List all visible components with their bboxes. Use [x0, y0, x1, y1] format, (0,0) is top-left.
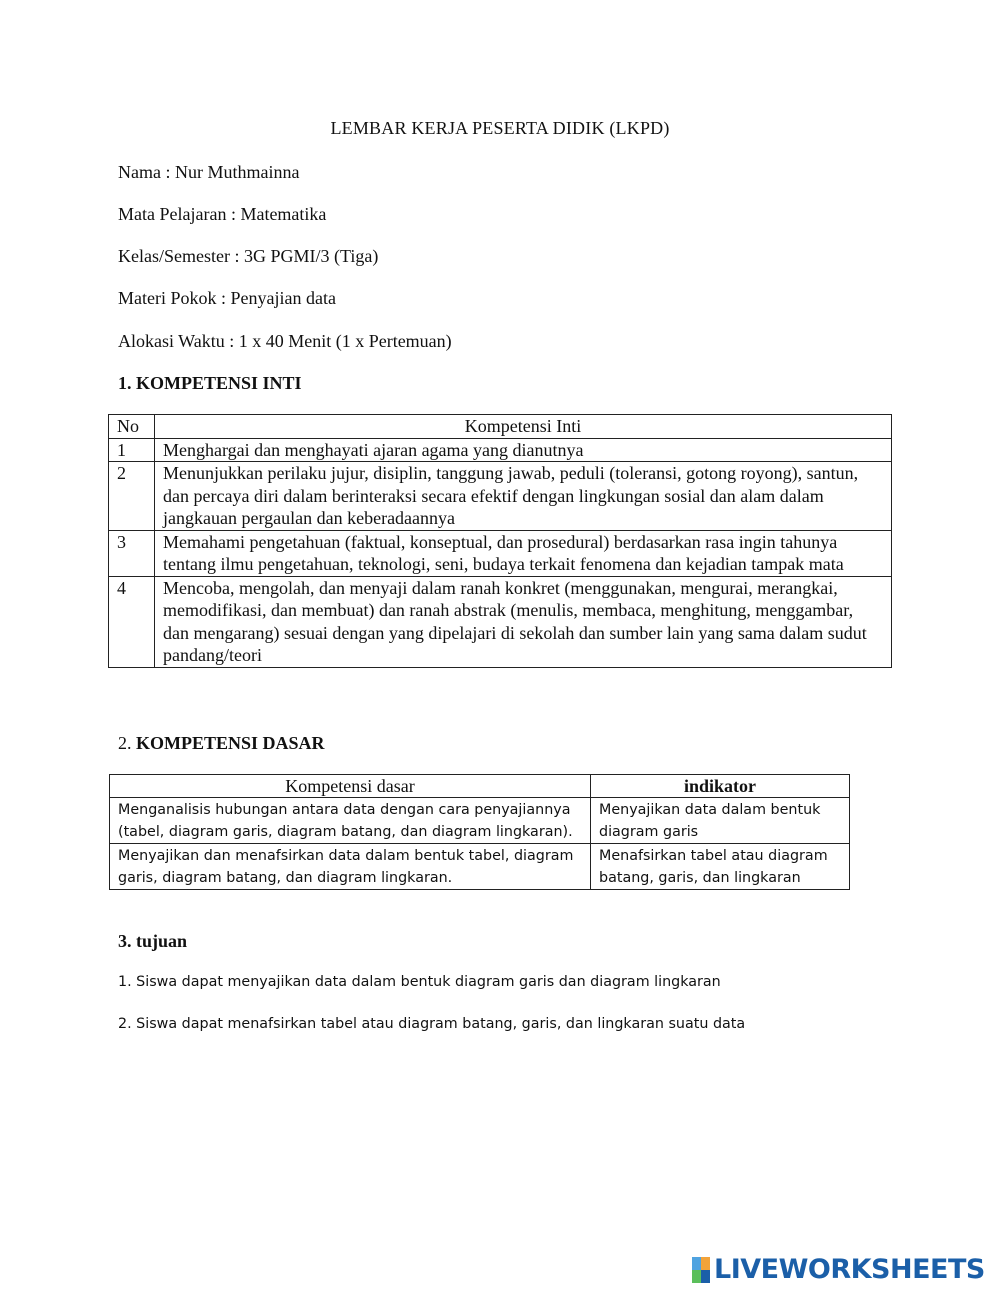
page-title: LEMBAR KERJA PESERTA DIDIK (LKPD) — [330, 118, 670, 138]
table-row — [109, 530, 892, 576]
column-header-indikator: indikator — [591, 775, 850, 798]
heading-kompetensi-inti: 1. KOMPETENSI INTI — [118, 373, 302, 393]
row-number: 3 — [109, 530, 155, 576]
row-text: Menunjukkan perilaku jujur, disiplin, tanggung jawab, peduli (toleransi, gotong royong), santun, dan percaya diri dalam berinteraksi secara efektif dengan lingkungan sosial dan alam dalam jangkauan pergaulan dan keberadaannya — [155, 462, 892, 531]
heading-tujuan: 3. tujuan — [118, 931, 188, 951]
meta-materi-pokok: Materi Pokok : Penyajian data — [118, 288, 336, 308]
table-row — [110, 798, 850, 844]
column-header-no: No — [109, 415, 155, 439]
row-number: 1 — [109, 438, 155, 462]
meta-kelas-semester: Kelas/Semester : 3G PGMI/3 (Tiga) — [118, 246, 379, 266]
table-row — [110, 844, 850, 890]
liveworksheets-logo-icon — [692, 1257, 710, 1283]
kompetensi-dasar-table — [109, 774, 850, 890]
row-text: Menghargai dan menghayati ajaran agama yang dianutnya — [155, 438, 892, 462]
meta-nama: Nama : Nur Muthmainna — [118, 162, 300, 182]
liveworksheets-watermark — [692, 1255, 985, 1285]
column-header-kompetensi-dasar: Kompetensi dasar — [110, 775, 591, 798]
heading-kompetensi-dasar — [118, 733, 325, 754]
table-row — [109, 462, 892, 531]
meta-mata-pelajaran: Mata Pelajaran : Matematika — [118, 204, 327, 224]
heading-number: 2. — [118, 733, 132, 753]
table-row — [109, 576, 892, 667]
kd-text: Menyajikan dan menafsirkan data dalam bentuk tabel, diagram garis, diagram batang, dan diagram lingkaran. — [110, 844, 591, 890]
column-header-kompetensi-inti: Kompetensi Inti — [155, 415, 892, 439]
table-row — [109, 438, 892, 462]
kompetensi-inti-table — [108, 414, 892, 668]
kd-text: Menganalisis hubungan antara data dengan cara penyajiannya (tabel, diagram garis, diagram batang, dan diagram lingkaran). — [110, 798, 591, 844]
row-text: Memahami pengetahuan (faktual, konseptual, dan prosedural) berdasarkan rasa ingin tahunya tentang ilmu pengetahuan, teknologi, seni, budaya terkait fenomena dan kejadian tampak mata — [155, 530, 892, 576]
table-header-row — [110, 775, 850, 798]
indikator-text: Menafsirkan tabel atau diagram batang, garis, dan lingkaran — [591, 844, 850, 890]
row-number: 2 — [109, 462, 155, 531]
meta-alokasi-waktu: Alokasi Waktu : 1 x 40 Menit (1 x Pertemuan) — [118, 331, 452, 351]
row-text: Mencoba, mengolah, dan menyaji dalam ranah konkret (menggunakan, mengurai, merangkai, memodifikasi, dan membuat) dan ranah abstrak (menulis, membaca, menghitung, menggambar, dan mengarang) sesuai dengan yang dipelajari di sekolah dan sumber lain yang sama dalam sudut pandang/teori — [155, 576, 892, 667]
row-number: 4 — [109, 576, 155, 667]
table-header-row — [109, 415, 892, 439]
tujuan-item: 1. Siswa dapat menyajikan data dalam bentuk diagram garis dan diagram lingkaran — [118, 974, 721, 990]
watermark-text: LIVEWORKSHEETS — [714, 1254, 985, 1285]
tujuan-item: 2. Siswa dapat menafsirkan tabel atau diagram batang, garis, dan lingkaran suatu data — [118, 1016, 746, 1032]
heading-label: KOMPETENSI DASAR — [136, 733, 325, 753]
indikator-text: Menyajikan data dalam bentuk diagram garis — [591, 798, 850, 844]
